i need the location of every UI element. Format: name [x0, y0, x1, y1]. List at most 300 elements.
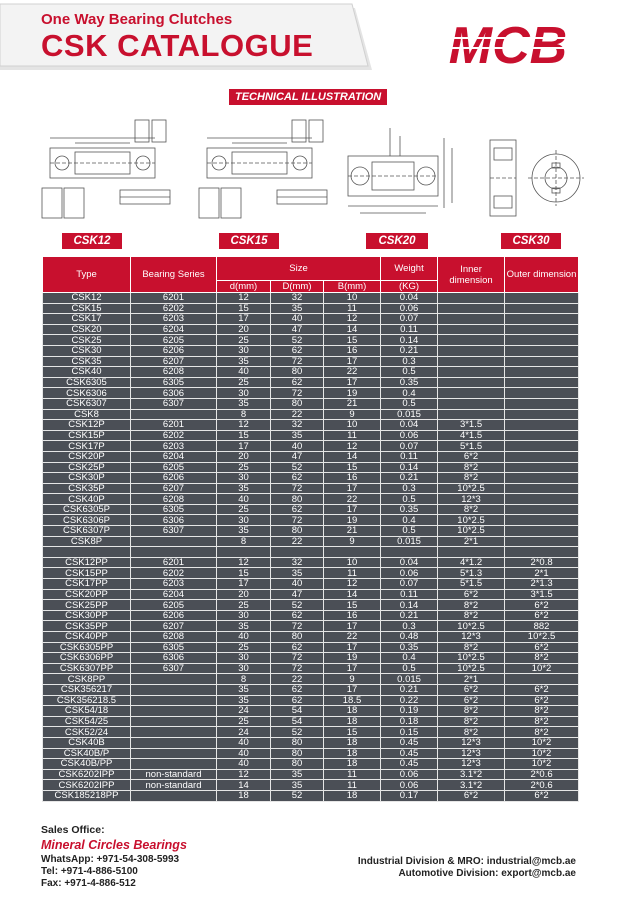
table-cell: 6307: [131, 398, 217, 409]
table-cell: [131, 759, 217, 770]
table-cell: [217, 547, 271, 558]
table-row: [43, 568, 579, 579]
table-row: [43, 324, 579, 335]
table-cell: [131, 727, 217, 738]
table-cell: 0.06: [381, 568, 438, 579]
table-cell: CSK6305PP: [43, 642, 131, 653]
table-cell: 20: [217, 451, 271, 462]
table-cell: 25: [217, 642, 271, 653]
table-row: [43, 780, 579, 791]
table-cell: 0.18: [381, 716, 438, 727]
table-cell: 25: [217, 462, 271, 473]
table-cell: 0.4: [381, 388, 438, 399]
table-cell: 5*1.5: [438, 441, 505, 452]
table-cell: 62: [271, 345, 324, 356]
technical-illustration-label: TECHNICAL ILLUSTRATION: [229, 89, 387, 105]
table-cell: 6202: [131, 430, 217, 441]
table-cell: 52: [271, 790, 324, 801]
catalogue-table: [42, 256, 579, 802]
table-cell: [505, 388, 579, 399]
table-cell: 40: [271, 314, 324, 325]
table-row: [43, 345, 579, 356]
table-cell: CSK40PP: [43, 632, 131, 643]
table-cell: 5*1.5: [438, 579, 505, 590]
table-cell: 16: [324, 610, 381, 621]
table-cell: 14: [324, 589, 381, 600]
table-cell: non-standard: [131, 780, 217, 791]
table-cell: 6201: [131, 557, 217, 568]
table-cell: 6306: [131, 653, 217, 664]
table-row: [43, 610, 579, 621]
table-cell: 80: [271, 526, 324, 537]
table-cell: 12: [217, 293, 271, 304]
table-row: [43, 748, 579, 759]
table-cell: 11: [324, 430, 381, 441]
table-cell: 35: [271, 430, 324, 441]
table-cell: 18: [324, 790, 381, 801]
table-cell: 8*2: [438, 716, 505, 727]
table-cell: CSK6306P: [43, 515, 131, 526]
table-cell: CSK25P: [43, 462, 131, 473]
table-cell: 6*2: [505, 684, 579, 695]
table-cell: 0.04: [381, 420, 438, 431]
table-cell: [131, 695, 217, 706]
table-cell: 0.45: [381, 759, 438, 770]
table-cell: 17: [324, 621, 381, 632]
table-cell: [438, 324, 505, 335]
table-cell: 6207: [131, 483, 217, 494]
table-row: [43, 398, 579, 409]
table-cell: 15: [217, 568, 271, 579]
table-cell: 4*1.5: [438, 430, 505, 441]
table-cell: 22: [271, 536, 324, 547]
table-cell: [505, 515, 579, 526]
table-cell: 72: [271, 663, 324, 674]
table-cell: [438, 335, 505, 346]
table-cell: 80: [271, 632, 324, 643]
table-cell: 6203: [131, 314, 217, 325]
col-outer-dimension: Outer dimension: [505, 257, 579, 293]
table-cell: 35: [217, 684, 271, 695]
table-row: [43, 451, 579, 462]
table-cell: 21: [324, 526, 381, 537]
table-cell: non-standard: [131, 769, 217, 780]
table-cell: 35: [217, 621, 271, 632]
table-cell: [505, 324, 579, 335]
table-cell: 10*2.5: [505, 632, 579, 643]
table-cell: 10*2.5: [438, 653, 505, 664]
table-cell: 6306: [131, 388, 217, 399]
col-kg: (KG): [381, 281, 438, 293]
table-row: [43, 769, 579, 780]
table-cell: 0.4: [381, 515, 438, 526]
table-cell: 25: [217, 716, 271, 727]
table-row: [43, 547, 579, 558]
table-cell: 6307: [131, 663, 217, 674]
sales-office-label: Sales Office:: [41, 824, 105, 836]
col-weight: Weight: [381, 257, 438, 281]
table-cell: CSK20: [43, 324, 131, 335]
table-cell: 25: [217, 335, 271, 346]
table-cell: [438, 409, 505, 420]
table-cell: 3*1.5: [438, 420, 505, 431]
table-cell: 17: [324, 356, 381, 367]
table-cell: [438, 356, 505, 367]
table-cell: 0.21: [381, 610, 438, 621]
table-cell: CSK6307: [43, 398, 131, 409]
company-name: Mineral Circles Bearings: [41, 838, 187, 852]
table-cell: 2*0.6: [505, 780, 579, 791]
table-cell: 6205: [131, 335, 217, 346]
table-cell: 11: [324, 780, 381, 791]
table-cell: 20: [217, 589, 271, 600]
table-cell: 3.1*2: [438, 780, 505, 791]
table-cell: 0.06: [381, 780, 438, 791]
table-cell: 17: [324, 377, 381, 388]
table-cell: 3*1.5: [505, 589, 579, 600]
table-cell: [505, 547, 579, 558]
table-cell: 62: [271, 377, 324, 388]
table-cell: 18: [324, 759, 381, 770]
table-cell: CSK52/24: [43, 727, 131, 738]
table-cell: 15: [324, 335, 381, 346]
table-cell: [131, 748, 217, 759]
table-cell: 18: [324, 706, 381, 717]
table-cell: 6305: [131, 504, 217, 515]
table-cell: 30: [217, 663, 271, 674]
table-row: [43, 600, 579, 611]
table-cell: 6208: [131, 632, 217, 643]
table-cell: 40: [217, 759, 271, 770]
table-cell: CSK20PP: [43, 589, 131, 600]
table-cell: CSK20P: [43, 451, 131, 462]
table-cell: CSK12P: [43, 420, 131, 431]
table-cell: 62: [271, 684, 324, 695]
table-cell: 0.015: [381, 409, 438, 420]
table-row: [43, 706, 579, 717]
division-contacts: [358, 856, 576, 880]
table-row: [43, 409, 579, 420]
table-cell: 0.06: [381, 769, 438, 780]
table-cell: 0.3: [381, 356, 438, 367]
table-cell: 30: [217, 345, 271, 356]
table-cell: 72: [271, 388, 324, 399]
table-cell: CSK40B: [43, 737, 131, 748]
table-cell: 10*2.5: [438, 515, 505, 526]
table-cell: 17: [324, 504, 381, 515]
table-cell: 0.06: [381, 430, 438, 441]
table-cell: [505, 462, 579, 473]
table-cell: 30: [217, 515, 271, 526]
table-cell: 8*2: [438, 727, 505, 738]
csk30-drawing: [478, 118, 588, 228]
table-cell: 24: [217, 706, 271, 717]
table-row: [43, 430, 579, 441]
table-cell: 6202: [131, 303, 217, 314]
table-row: [43, 293, 579, 304]
table-cell: 0.5: [381, 398, 438, 409]
table-cell: 32: [271, 293, 324, 304]
table-row: [43, 695, 579, 706]
table-cell: 52: [271, 600, 324, 611]
table-cell: 72: [271, 356, 324, 367]
table-cell: [505, 335, 579, 346]
table-cell: 25: [217, 504, 271, 515]
table-cell: 6307: [131, 526, 217, 537]
table-cell: 6201: [131, 420, 217, 431]
table-cell: 12*3: [438, 737, 505, 748]
table-cell: 54: [271, 716, 324, 727]
table-cell: 0.015: [381, 674, 438, 685]
table-cell: 10*2: [505, 759, 579, 770]
table-cell: 22: [271, 674, 324, 685]
table-cell: 35: [271, 780, 324, 791]
table-cell: 2*1: [505, 568, 579, 579]
table-cell: [381, 547, 438, 558]
table-cell: 10: [324, 420, 381, 431]
table-cell: CSK15P: [43, 430, 131, 441]
table-cell: 0.5: [381, 526, 438, 537]
table-row: [43, 759, 579, 770]
table-cell: 0.11: [381, 451, 438, 462]
table-cell: CSK25: [43, 335, 131, 346]
table-cell: 11: [324, 303, 381, 314]
table-cell: CSK6305P: [43, 504, 131, 515]
table-cell: [131, 684, 217, 695]
table-cell: [505, 345, 579, 356]
table-cell: 8: [217, 674, 271, 685]
table-cell: 14: [324, 324, 381, 335]
table-cell: 2*0.6: [505, 769, 579, 780]
table-cell: 10*2: [505, 737, 579, 748]
table-cell: 8: [217, 536, 271, 547]
catalogue-title: CSK CATALOGUE: [41, 28, 314, 63]
table-cell: [131, 716, 217, 727]
table-cell: 35: [217, 526, 271, 537]
table-cell: CSK25PP: [43, 600, 131, 611]
table-cell: 35: [217, 483, 271, 494]
table-cell: CSK30P: [43, 473, 131, 484]
table-cell: CSK35P: [43, 483, 131, 494]
table-body: [43, 293, 579, 802]
table-cell: 6204: [131, 451, 217, 462]
table-cell: CSK8P: [43, 536, 131, 547]
table-cell: 12*3: [438, 632, 505, 643]
table-cell: 21: [324, 398, 381, 409]
table-cell: 12*3: [438, 748, 505, 759]
table-cell: 6208: [131, 367, 217, 378]
table-cell: 6205: [131, 462, 217, 473]
table-cell: 2*1: [438, 674, 505, 685]
table-cell: 19: [324, 653, 381, 664]
table-cell: [505, 504, 579, 515]
table-cell: 6207: [131, 621, 217, 632]
table-cell: CSK54/25: [43, 716, 131, 727]
table-cell: 10*2.5: [438, 621, 505, 632]
table-header-row: [43, 257, 579, 281]
table-cell: [131, 706, 217, 717]
table-cell: 6201: [131, 293, 217, 304]
table-cell: [131, 536, 217, 547]
table-cell: 8*2: [438, 642, 505, 653]
table-cell: 12: [217, 769, 271, 780]
table-cell: 40: [217, 494, 271, 505]
table-cell: 16: [324, 473, 381, 484]
table-cell: 0.3: [381, 483, 438, 494]
table-row: [43, 314, 579, 325]
table-cell: 40: [217, 632, 271, 643]
table-row: [43, 515, 579, 526]
table-cell: 22: [324, 494, 381, 505]
table-cell: [505, 367, 579, 378]
table-cell: CSK40B/PP: [43, 759, 131, 770]
table-cell: 8*2: [505, 727, 579, 738]
table-cell: CSK30: [43, 345, 131, 356]
table-row: [43, 790, 579, 801]
table-cell: 10*2.5: [438, 483, 505, 494]
table-cell: 6*2: [505, 790, 579, 801]
table-cell: [438, 345, 505, 356]
table-cell: 6*2: [438, 684, 505, 695]
table-cell: 0.45: [381, 737, 438, 748]
table-cell: 14: [324, 451, 381, 462]
sales-office: [41, 824, 187, 890]
table-cell: 12*3: [438, 759, 505, 770]
table-cell: 6208: [131, 494, 217, 505]
table-row: [43, 504, 579, 515]
table-cell: 17: [217, 579, 271, 590]
table-cell: 22: [271, 409, 324, 420]
table-cell: CSK35: [43, 356, 131, 367]
table-cell: 0.35: [381, 642, 438, 653]
table-cell: 6305: [131, 377, 217, 388]
table-cell: 6*2: [505, 695, 579, 706]
table-cell: 62: [271, 473, 324, 484]
table-cell: 8*2: [438, 600, 505, 611]
table-cell: 6*2: [438, 790, 505, 801]
table-cell: CSK6307P: [43, 526, 131, 537]
table-cell: 6203: [131, 441, 217, 452]
table-cell: 30: [217, 388, 271, 399]
table-cell: [505, 293, 579, 304]
table-row: [43, 462, 579, 473]
table-cell: 10*2.5: [438, 526, 505, 537]
table-cell: CSK40: [43, 367, 131, 378]
table-cell: 6206: [131, 345, 217, 356]
table-cell: 20: [217, 324, 271, 335]
table-cell: 47: [271, 589, 324, 600]
table-cell: 882: [505, 621, 579, 632]
table-cell: CSK54/18: [43, 706, 131, 717]
table-cell: CSK6202IPP: [43, 769, 131, 780]
table-cell: 6*2: [438, 695, 505, 706]
table-cell: 18: [324, 716, 381, 727]
table-cell: 8*2: [438, 504, 505, 515]
table-cell: 72: [271, 653, 324, 664]
table-cell: 11: [324, 769, 381, 780]
table-cell: [131, 547, 217, 558]
table-cell: 0.22: [381, 695, 438, 706]
table-cell: [505, 398, 579, 409]
table-cell: 80: [271, 367, 324, 378]
table-cell: 40: [217, 737, 271, 748]
table-cell: 8*2: [505, 716, 579, 727]
table-cell: 0.21: [381, 684, 438, 695]
table-cell: [505, 314, 579, 325]
table-cell: 12*3: [438, 494, 505, 505]
table-cell: 0.14: [381, 462, 438, 473]
table-cell: 19: [324, 388, 381, 399]
table-cell: 0.5: [381, 367, 438, 378]
table-cell: CSK15: [43, 303, 131, 314]
table-cell: 24: [217, 727, 271, 738]
table-cell: 32: [271, 420, 324, 431]
table-cell: [505, 430, 579, 441]
table-cell: 17: [217, 314, 271, 325]
table-cell: [438, 377, 505, 388]
col-d: d(mm): [217, 281, 271, 293]
table-cell: 6207: [131, 356, 217, 367]
table-cell: 72: [271, 483, 324, 494]
table-cell: CSK8: [43, 409, 131, 420]
table-cell: 10: [324, 557, 381, 568]
table-row: [43, 632, 579, 643]
table-cell: 5*1.3: [438, 568, 505, 579]
table-cell: 0.19: [381, 706, 438, 717]
table-row: [43, 727, 579, 738]
table-cell: 6204: [131, 324, 217, 335]
table-cell: 0.3: [381, 621, 438, 632]
table-cell: 0.17: [381, 790, 438, 801]
table-cell: [505, 356, 579, 367]
table-cell: 25: [217, 377, 271, 388]
table-cell: 0.5: [381, 663, 438, 674]
table-cell: 6*2: [438, 451, 505, 462]
table-cell: [505, 441, 579, 452]
table-row: [43, 579, 579, 590]
table-cell: 12: [324, 441, 381, 452]
table-cell: 6305: [131, 642, 217, 653]
table-cell: 18: [217, 790, 271, 801]
svg-text:MCB: MCB: [448, 18, 568, 72]
table-cell: 15: [324, 462, 381, 473]
col-inner-dimension: Inner dimension: [438, 257, 505, 293]
csk15-drawing: [197, 118, 347, 228]
table-cell: 8*2: [438, 462, 505, 473]
table-cell: 0.5: [381, 494, 438, 505]
table-cell: 25: [217, 600, 271, 611]
csk12-drawing: [40, 118, 190, 228]
table-cell: [438, 547, 505, 558]
automotive-division-email: Automotive Division: export@mcb.ae: [398, 868, 576, 879]
table-cell: 0.21: [381, 345, 438, 356]
table-cell: [505, 526, 579, 537]
table-cell: 0.015: [381, 536, 438, 547]
tel-number: Tel: +971-4-886-5100: [41, 866, 138, 877]
col-type: Type: [43, 257, 131, 293]
table-cell: 6202: [131, 568, 217, 579]
table-cell: CSK17: [43, 314, 131, 325]
table-cell: 47: [271, 451, 324, 462]
table-cell: CSK6202IPP: [43, 780, 131, 791]
table-row: [43, 388, 579, 399]
table-cell: [505, 409, 579, 420]
table-cell: 6*2: [505, 610, 579, 621]
table-cell: 18.5: [324, 695, 381, 706]
table-cell: 80: [271, 737, 324, 748]
table-cell: 8*2: [505, 706, 579, 717]
col-bearing-series: Bearing Series: [131, 257, 217, 293]
